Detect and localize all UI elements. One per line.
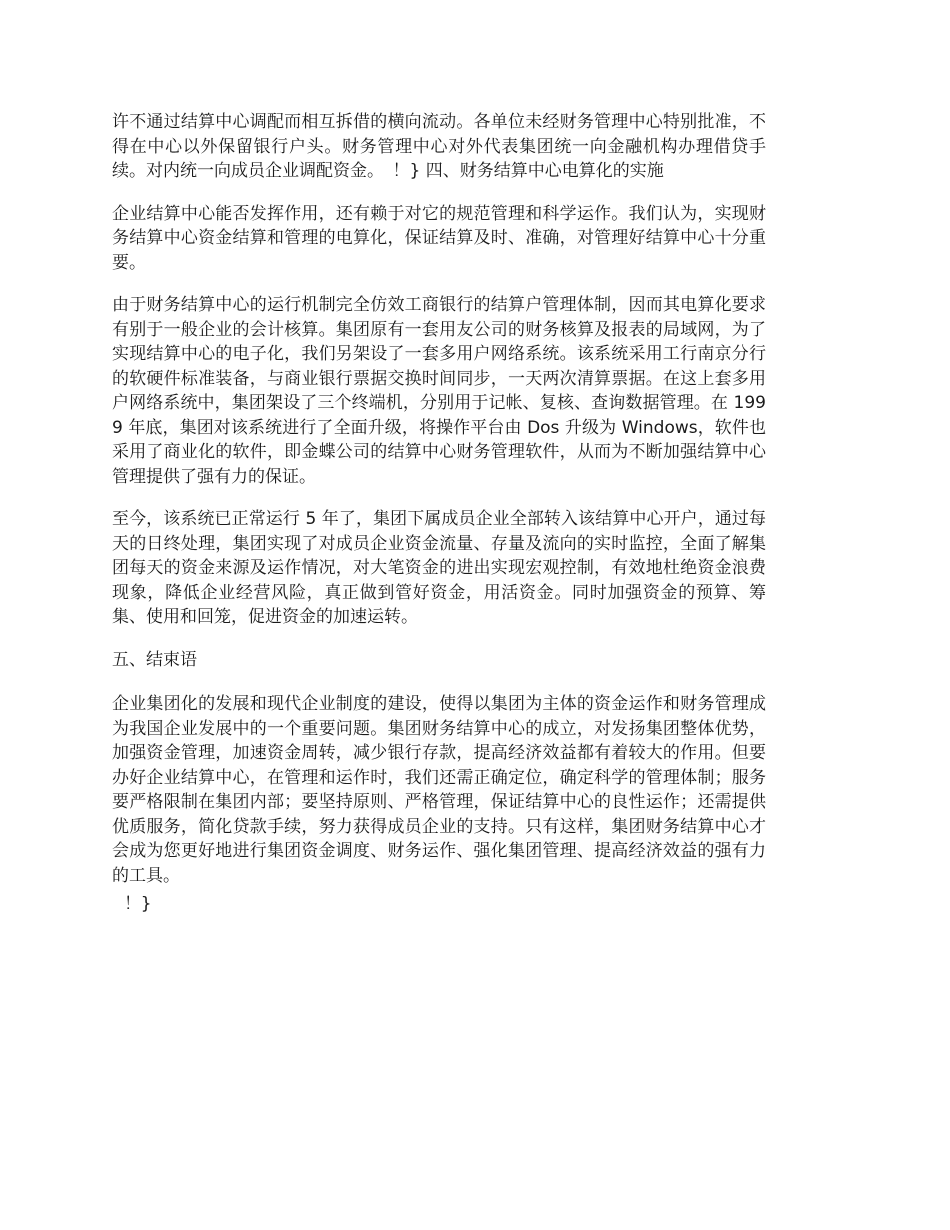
- paragraph-operation-results: 至今，该系统已正常运行 5 年了，集团下属成员企业全部转入该结算中心开户，通过每天的日终处理，集团实现了对成员企业资金流量、存量及流向的实时监控，全面了解集团每天的资金来源及运作情况，对大笔资金的进出实现宏观控制，有效地杜绝资金浪费现象，降低企业经营风险，真正做到管好资金，用活资金。同时加强资金的预算、筹集、使用和回笼，促进资金的加速运转。: [112, 509, 766, 627]
- document-body: [112, 110, 766, 917]
- paragraph-conclusion: 企业集团化的发展和现代企业制度的建设，使得以集团为主体的资金运作和财务管理成为我国企业发展中的一个重要问题。集团财务结算中心的成立，对发扬集团整体优势，加强资金管理，加速资金周转，减少银行存款，提高经济效益都有着较大的作用。但要办好企业结算中心，在管理和运作时，我们还需正确定位，确定科学的管理体制；服务要严格限制在集团内部；要坚持原则、严格管理，保证结算中心的良性运作；还需提供优质服务，简化贷款手续，努力获得成员企业的支持。只有这样，集团财务结算中心才会成为您更好地进行集团资金调度、财务运作、强化集团管理、提高经济效益的强有力的工具。: [112, 694, 766, 886]
- section-heading-conclusion: 五、结束语: [112, 649, 197, 670]
- paragraph-system-setup: 由于财务结算中心的运行机制完全仿效工商银行的结算户管理体制，因而其电算化要求有别于一般企业的会计核算。集团原有一套用友公司的财务核算及报表的局域网，为了实现结算中心的电子化，我们另架设了一套多用户网络系统。该系统采用工行南京分行的软硬件标准装备，与商业银行票据交换时间同步，一天两次清算票据。在这上套多用户网络系统中，集团架设了三个终端机，分别用于记帐、复核、查询数据管理。在 1999 年底，集团对该系统进行了全面升级，将操作平台由 Dos 升级为 Windows，软件也采用了商业化的软件，即金蝶公司的结算中心财务管理软件，从而为不断加强结算中心管理提供了强有力的保证。: [112, 295, 766, 487]
- paragraph-settlement-rules: 许不通过结算中心调配而相互拆借的横向流动。各单位未经财务管理中心特别批准，不得在中心以外保留银行户头。财务管理中心对外代表集团统一向金融机构办理借贷手续。对内统一向成员企业调配资金。 ！} 四、财务结算中心电算化的实施: [112, 112, 766, 181]
- trailing-mark: ！}: [124, 894, 152, 914]
- paragraph-computerization-intro: 企业结算中心能否发挥作用，还有赖于对它的规范管理和科学运作。我们认为，实现财务结算中心资金结算和管理的电算化，保证结算及时、准确，对管理好结算中心十分重要。: [112, 203, 766, 273]
